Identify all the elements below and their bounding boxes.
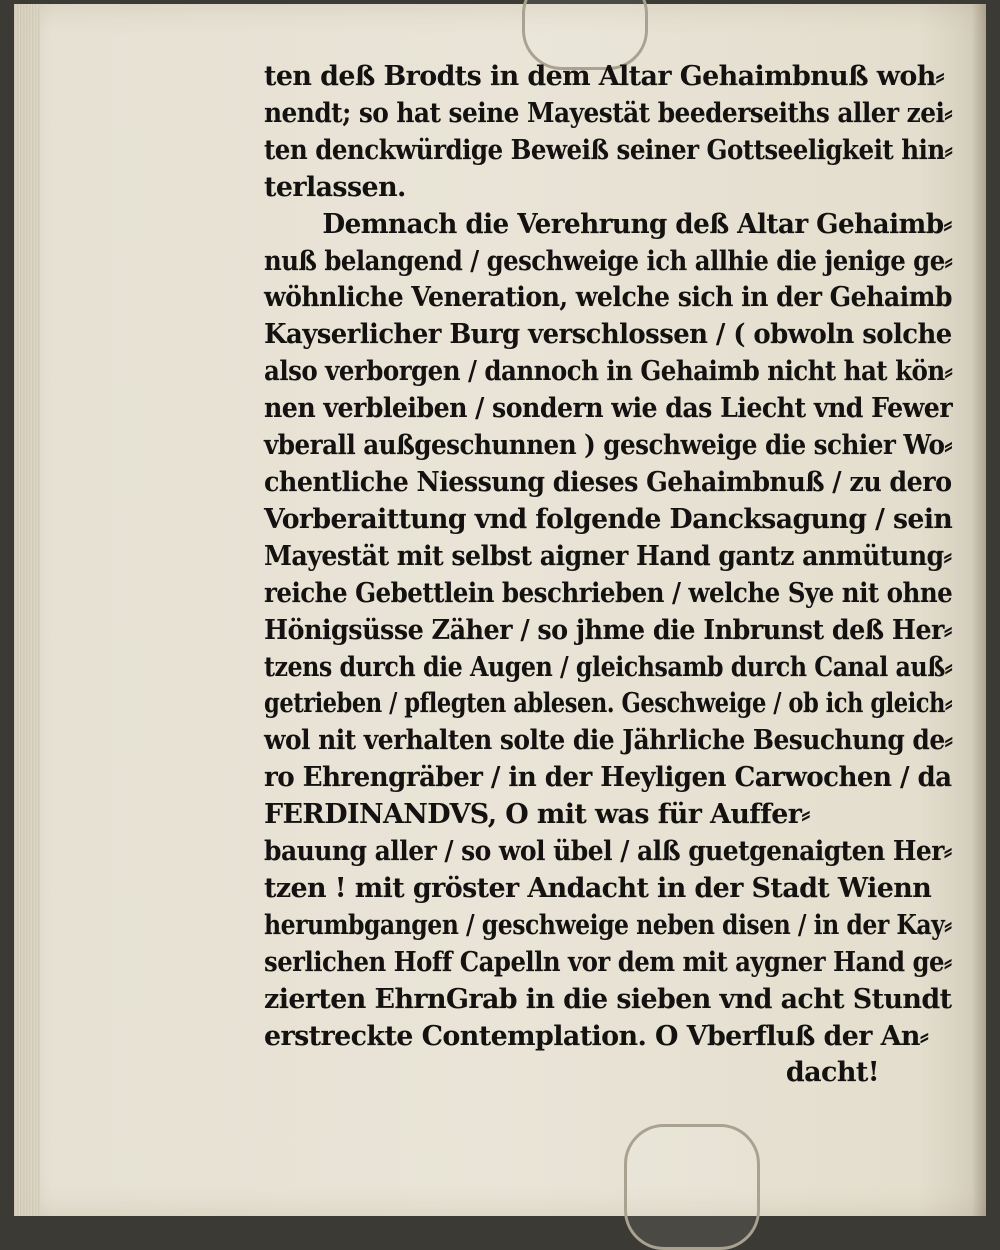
book-page	[14, 4, 986, 1216]
text-line: also verborgen / dannoch in Gehaimb nicht hat kön⸗	[264, 356, 953, 388]
text-line: serlichen Hoff Capelln vor dem mit aygner Hand ge⸗	[264, 946, 952, 978]
text-line: Kayserlicher Burg verschlossen / ( obwoln solche	[264, 319, 952, 351]
page-edge-shadow	[972, 4, 986, 1216]
text-line: Vorberaittung vnd folgende Dancksagung / sein	[264, 503, 953, 535]
text-line: herumbgangen / geschweige neben disen / in der Kay⸗	[264, 909, 952, 941]
text-line: bauung aller / so wol übel / alß guetgenaigten Her⸗	[264, 836, 952, 868]
text-line: tzens durch die Augen / gleichsamb durch Canal auß⸗	[264, 651, 953, 683]
text-line: zierten EhrnGrab in die sieben vnd acht Stundt	[264, 983, 952, 1015]
text-line: Hönigsüsse Zäher / so jhme die Inbrunst deß Her⸗	[264, 614, 952, 646]
text-line: Demnach die Verehrung deß Altar Gehaimb⸗	[322, 208, 952, 240]
text-line: FERDINANDVS, O mit was für Auffer⸗	[264, 799, 810, 831]
text-line: nendt; so hat seine Mayestät beederseiths aller zei⸗	[264, 97, 953, 129]
paper-clip-bottom	[624, 1124, 760, 1250]
text-line: getrieben / pflegten ablesen. Geschweige / ob ich gleich⸗	[264, 688, 952, 720]
text-line: Mayestät mit selbst aigner Hand gantz anmütung⸗	[264, 540, 952, 572]
text-line: wol nit verhalten solte die Jährliche Besuchung de⸗	[264, 725, 953, 757]
page-gutter	[14, 4, 40, 1216]
text-line: chentliche Niessung dieses Gehaimbnuß / zu dero	[264, 466, 952, 498]
text-line: nen verbleiben / sondern wie das Liecht vnd Fewer	[264, 393, 953, 425]
text-line: tzen ! mit gröster Andacht in der Stadt Wienn	[264, 872, 932, 904]
text-line: reiche Gebettlein beschrieben / welche Sye nit ohne	[264, 577, 953, 609]
text-line: terlassen.	[264, 171, 406, 203]
text-line: vberall außgeschunnen ) geschweige die schier Wo⸗	[264, 430, 953, 462]
page-text-block	[264, 59, 954, 1092]
text-line: ten deß Brodts in dem Altar Gehaimbnuß woh⸗	[264, 61, 945, 92]
text-line: erstreckte Contemplation. O Vberfluß der An⸗	[264, 1020, 929, 1052]
text-line-last: dacht!	[785, 1057, 879, 1089]
text-line: nuß belangend / geschweige ich allhie die jenige ge⸗	[264, 245, 953, 277]
text-line: ten denckwürdige Beweiß seiner Gottseeligkeit hin⸗	[264, 134, 953, 166]
text-line: wöhnliche Veneration, welche sich in der Gehaimb	[264, 282, 952, 314]
text-line: ro Ehrengräber / in der Heyligen Carwochen / da	[264, 762, 952, 794]
